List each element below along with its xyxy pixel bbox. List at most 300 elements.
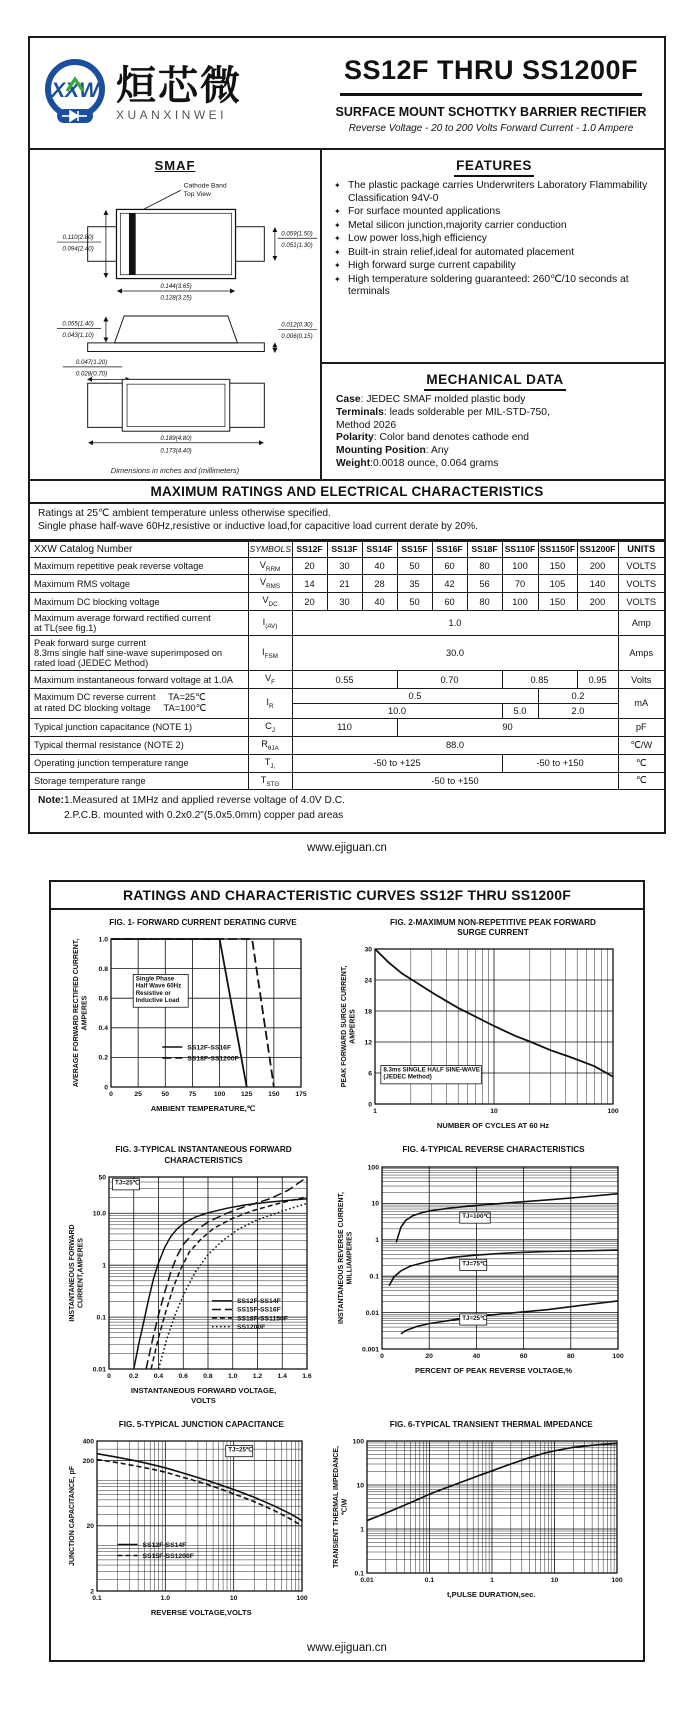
- features-section: [322, 150, 664, 364]
- svg-text:10: 10: [356, 1482, 365, 1490]
- svg-text:0: 0: [106, 1372, 111, 1380]
- svg-text:1.0: 1.0: [227, 1372, 237, 1380]
- svg-text:175: 175: [295, 1091, 307, 1099]
- features-list: [334, 180, 654, 299]
- svg-text:1.4: 1.4: [277, 1372, 287, 1380]
- table-cell: Maximum average forward rectified current at TL(see fig.1): [30, 611, 248, 636]
- table-cell: SS1200F: [577, 541, 618, 557]
- chart-annotation: TJ=25℃: [114, 1179, 140, 1187]
- table-cell: 10.0: [292, 703, 502, 718]
- ratings-title-bar: MAXIMUM RATINGS AND ELECTRICAL CHARACTERISTICS: [30, 479, 664, 504]
- table-cell: $V_F$: [248, 671, 292, 689]
- package-drawing-panel: [30, 150, 322, 479]
- table-cell: 0.5: [292, 688, 538, 703]
- svg-text:0.1: 0.1: [92, 1594, 102, 1602]
- x-axis-label: INSTANTANEOUS FORWARD VOLTAGE, VOLTS: [130, 1385, 277, 1405]
- table-cell: SS15F: [397, 541, 432, 557]
- dim-height-mm: 0.043(1.10): [62, 332, 94, 340]
- table-cell: 30: [327, 593, 362, 611]
- svg-text:0.1: 0.1: [96, 1314, 106, 1322]
- svg-text:1.0: 1.0: [98, 936, 108, 944]
- feature-bullet-icon: ✦: [334, 234, 341, 244]
- series-SS18F-SS1150F: [151, 1196, 307, 1368]
- table-row: [30, 557, 664, 575]
- page2-footer-url: www.ejiguan.cn: [307, 1641, 387, 1654]
- fig3-instantaneous-forward-characteristics: [67, 1145, 317, 1405]
- table-cell: 21: [327, 575, 362, 593]
- chart-annotation: 8.3ms SINGLE HALF SINE-WAVE: [383, 1066, 480, 1074]
- svg-text:10: 10: [490, 1108, 498, 1116]
- svg-text:10: 10: [370, 1200, 379, 1208]
- svg-text:18: 18: [364, 1008, 372, 1016]
- dim-lead-width-in: 0.059(1.50): [281, 230, 313, 238]
- feature-text: High temperature soldering guaranteed: 260℃/10 seconds at terminals: [348, 273, 629, 298]
- x-axis-label: REVERSE VOLTAGE,VOLTS: [150, 1607, 252, 1617]
- x-axis-label: PERCENT OF PEAK REVERSE VOLTAGE,%: [414, 1365, 573, 1375]
- table-cell: VOLTS: [618, 593, 664, 611]
- svg-text:1: 1: [101, 1262, 106, 1270]
- feature-bullet-icon: ✦: [334, 220, 341, 230]
- svg-text:0.01: 0.01: [360, 1576, 374, 1584]
- figure-title: FIG. 3-TYPICAL INSTANTANEOUS FORWARD CHARACTERISTICS: [115, 1145, 292, 1165]
- legend-label: SS15F-SS1200F: [142, 1552, 194, 1560]
- table-cell: VOLTS: [618, 557, 664, 575]
- table-row: [30, 671, 664, 689]
- legend-label: SS18F-SS1150F: [236, 1315, 288, 1323]
- table-cell: ℃: [618, 772, 664, 790]
- table-cell: SS13F: [327, 541, 362, 557]
- legend-label: SS18F-SS1200F: [187, 1055, 239, 1063]
- feature-text: The plastic package carries Underwriters Laboratory Flammability Classification 94V-0: [348, 180, 648, 204]
- figure-title: FIG. 5-TYPICAL JUNCTION CAPACITANCE: [118, 1419, 284, 1429]
- table-cell: ℃: [618, 754, 664, 772]
- table-row: [30, 611, 664, 636]
- svg-text:20: 20: [424, 1352, 433, 1360]
- table-cell: UNITS: [618, 541, 664, 557]
- svg-text:100: 100: [296, 1594, 308, 1602]
- table-cell: $C_J$: [248, 718, 292, 736]
- table-cell: 150: [538, 557, 577, 575]
- svg-text:100: 100: [367, 1163, 379, 1171]
- feature-bullet-icon: ✦: [334, 247, 341, 257]
- xxw-logo-icon: [40, 57, 110, 131]
- chart-canvas: [71, 931, 311, 1102]
- figure-title: FIG. 6-TYPICAL TRANSIENT THERMAL IMPEDANCE: [389, 1419, 593, 1429]
- table-cell: 1.0: [292, 611, 618, 636]
- dim-overall-length-in: 0.189(4.80): [160, 434, 192, 442]
- table-cell: VOLTS: [618, 575, 664, 593]
- svg-text:1: 1: [373, 1108, 377, 1116]
- feature-text: For surface mounted applications: [348, 206, 501, 218]
- chart-canvas: [339, 941, 623, 1119]
- tagline: Reverse Voltage - 20 to 200 Volts Forward Current - 1.0 Ampere: [348, 122, 634, 134]
- y-axis-label: ℃/W: [341, 1498, 349, 1515]
- figure-title: FIG. 2-MAXIMUM NON-REPETITIVE PEAK FORWARD SURGE CURRENT: [390, 917, 596, 938]
- svg-text:1: 1: [490, 1576, 495, 1584]
- note-line: 2.P.C.B. mounted with 0.2x0.2"(5.0x5.0mm) copper pad areas: [64, 810, 344, 822]
- table-cell: Maximum instantaneous forward voltage at 1.0A: [30, 671, 248, 689]
- y-axis-label: AVERAGE FORWARD RECTIFIED CURRENT,: [73, 939, 80, 1088]
- table-row: [30, 575, 664, 593]
- y-axis-label: AMPERES: [349, 1009, 357, 1045]
- company-name-roman: XUANXINWEI: [116, 108, 228, 122]
- svg-text:0.8: 0.8: [202, 1372, 213, 1380]
- table-cell: Maximum DC blocking voltage: [30, 593, 248, 611]
- svg-text:12: 12: [364, 1039, 372, 1047]
- fig6-transient-thermal-impedance: [331, 1420, 627, 1600]
- y-axis-label: TRANSIENT THERMAL IMPEDANCE,: [333, 1445, 341, 1568]
- dim-body-length-mm: 0.128(3.25): [160, 294, 192, 302]
- table-cell: 40: [362, 593, 397, 611]
- series-SS12F-SS14F: [97, 1453, 302, 1520]
- table-cell: Typical junction capacitance (NOTE 1): [30, 718, 248, 736]
- dim-overall-length-mm: 0.173(4.40): [160, 447, 192, 455]
- legend-label: SS15F-SS16F: [236, 1306, 281, 1314]
- table-cell: Peak forward surge current 8.3ms single half sine-wave superimposed on rated load (JEDEC Method): [30, 636, 248, 671]
- package-name: SMAF: [154, 158, 196, 173]
- fig1-forward-current-derating-curve: [71, 918, 311, 1114]
- page1-footer-url: www.ejiguan.cn: [307, 841, 387, 854]
- logo-xxw-text: XXW: [51, 79, 99, 102]
- table-cell: 40: [362, 557, 397, 575]
- chart-annotation: Resistive or: [135, 990, 171, 998]
- series-SS15F-SS1200F: [97, 1459, 302, 1525]
- series-SS12F-SS14F: [133, 1199, 306, 1369]
- feature-item: [334, 220, 654, 233]
- logo: [40, 57, 332, 131]
- svg-text:75: 75: [188, 1091, 197, 1099]
- table-row: [30, 636, 664, 671]
- table-cell: -50 to +150: [502, 754, 618, 772]
- table-header-row: [30, 541, 664, 557]
- svg-text:24: 24: [364, 977, 372, 985]
- table-cell: pF: [618, 718, 664, 736]
- table-cell: 20: [292, 593, 327, 611]
- table-cell: Amp: [618, 611, 664, 636]
- table-cell: 35: [397, 575, 432, 593]
- dim-height-in: 0.055(1.40): [62, 320, 94, 328]
- part-title: SS12F THRU SS1200F: [340, 55, 642, 96]
- table-cell: 100: [502, 593, 538, 611]
- svg-text:50: 50: [161, 1091, 170, 1099]
- y-axis-label: MILLIAMPERES: [346, 1231, 353, 1284]
- series-SS15F-SS16F: [146, 1177, 307, 1369]
- mechanical-line: Mounting Position: Any: [336, 445, 449, 457]
- mechanical-data-section: [322, 364, 664, 479]
- svg-text:0: 0: [109, 1091, 113, 1099]
- table-cell: Maximum RMS voltage: [30, 575, 248, 593]
- table-cell: 150: [538, 593, 577, 611]
- table-cell: SS110F: [502, 541, 538, 557]
- fig5-typical-junction-capacitance: [67, 1420, 312, 1618]
- mechanical-lines: [336, 394, 654, 471]
- svg-text:0.1: 0.1: [354, 1570, 365, 1578]
- table-cell: XXW Catalog Number: [30, 541, 248, 557]
- feature-text: Low power loss,high efficiency: [348, 233, 487, 245]
- x-axis-label: AMBIENT TEMPERATURE,℃: [150, 1104, 256, 1114]
- table-cell: 60: [432, 593, 467, 611]
- table-cell: 0.2: [538, 688, 618, 703]
- table-cell: Typical thermal resistance (NOTE 2): [30, 736, 248, 754]
- table-cell: -50 to +150: [292, 772, 618, 790]
- chart-canvas: [67, 1169, 317, 1384]
- svg-text:1: 1: [374, 1236, 379, 1244]
- chart-annotation: (JEDEC Method): [383, 1074, 432, 1082]
- mechanical-line: Terminals: leads solderable per MIL-STD-750,: [336, 406, 550, 418]
- feature-item: [334, 180, 654, 205]
- table-cell: 88.0: [292, 736, 618, 754]
- legend-label: SS12F-SS14F: [142, 1541, 187, 1549]
- dim-standoff-mm: 0.006(0.15): [281, 333, 313, 341]
- table-cell: $R_{\theta JA}$: [248, 736, 292, 754]
- svg-text:0.4: 0.4: [98, 1025, 108, 1033]
- table-cell: SYMBOLS: [248, 541, 292, 557]
- feature-item: [334, 274, 654, 299]
- table-cell: 0.55: [292, 671, 397, 689]
- fig4-typical-reverse-characteristics: [336, 1145, 628, 1375]
- table-cell: 200: [577, 557, 618, 575]
- svg-text:6: 6: [368, 1070, 372, 1078]
- y-axis-label: INSTANTANEOUS FORWARD: [68, 1224, 76, 1322]
- table-cell: 0.70: [397, 671, 502, 689]
- svg-text:100: 100: [213, 1091, 226, 1099]
- svg-text:40: 40: [472, 1352, 480, 1360]
- svg-text:100: 100: [607, 1108, 619, 1116]
- table-row: [30, 718, 664, 736]
- mechanical-line: Polarity: Color band denotes cathode end: [336, 432, 529, 444]
- svg-text:0.8: 0.8: [98, 966, 108, 974]
- table-row: [30, 754, 664, 772]
- table-cell: Maximum DC reverse current TA=25℃ at rated DC blocking voltage TA=100℃: [30, 688, 248, 718]
- header: [30, 38, 664, 150]
- legend-label: SS1200F: [236, 1323, 265, 1331]
- svg-text:1.6: 1.6: [301, 1372, 312, 1380]
- series-TJ=75C: [389, 1250, 618, 1286]
- svg-text:150: 150: [268, 1091, 280, 1099]
- feature-item: [334, 247, 654, 260]
- svg-text:100: 100: [352, 1438, 365, 1446]
- table-cell: 20: [292, 557, 327, 575]
- condition-line: Single phase half-wave 60Hz,resistive or inductive load,for capacitive load current derate by 20%.: [38, 521, 478, 533]
- svg-text:2: 2: [89, 1588, 94, 1596]
- table-cell: 56: [467, 575, 502, 593]
- table-cell: mA: [618, 688, 664, 718]
- svg-text:10: 10: [550, 1576, 559, 1584]
- table-cell: Operating junction temperature range: [30, 754, 248, 772]
- svg-text:0: 0: [379, 1352, 384, 1360]
- table-cell: 140: [577, 575, 618, 593]
- svg-text:0.4: 0.4: [153, 1372, 163, 1380]
- dim-body-width-in: 0.110(2.80): [62, 234, 94, 242]
- svg-text:200: 200: [82, 1457, 94, 1465]
- table-cell: ℃/W: [618, 736, 664, 754]
- page2: [49, 880, 645, 1662]
- dim-body-length-in: 0.144(3.65): [160, 283, 192, 291]
- fig2-max-peak-forward-surge-current: [339, 918, 623, 1131]
- dimensions-caption: Dimensions in inches and (millimeters): [110, 466, 240, 475]
- series-SS12F-SS16F: [111, 939, 247, 1087]
- svg-text:10: 10: [229, 1594, 238, 1602]
- svg-text:1.0: 1.0: [160, 1594, 170, 1602]
- dim-standoff-in: 0.012(0.30): [281, 321, 313, 329]
- chart-annotation: TJ=75℃: [461, 1259, 487, 1267]
- x-axis-label: t,PULSE DURATION,sec.: [447, 1589, 536, 1599]
- table-cell: 80: [467, 593, 502, 611]
- svg-text:1: 1: [360, 1526, 365, 1534]
- y-axis-label: JUNCTION CAPACITANCE, pF: [68, 1465, 76, 1566]
- features-title: FEATURES: [454, 158, 534, 177]
- svg-text:0: 0: [368, 1101, 372, 1109]
- company-name-cn: 烜芯微: [116, 64, 242, 108]
- feature-bullet-icon: ✦: [334, 207, 341, 217]
- svg-text:80: 80: [566, 1352, 575, 1360]
- feature-text: High forward surge current capability: [348, 260, 516, 272]
- y-axis-label: AMPERES: [81, 995, 89, 1031]
- table-cell: 200: [577, 593, 618, 611]
- table-cell: $V_{DC}$: [248, 593, 292, 611]
- legend-label: SS12F-SS16F: [187, 1044, 232, 1052]
- mechanical-line: Weight:0.0018 ounce, 0.064 grams: [336, 458, 499, 470]
- mechanical-line: Method 2026: [336, 419, 397, 431]
- svg-text:30: 30: [364, 946, 372, 954]
- feature-item: [334, 206, 654, 219]
- svg-text:0.6: 0.6: [178, 1372, 188, 1380]
- table-cell: $I_R$: [248, 688, 292, 718]
- y-axis-label: INSTANTANEOUS REVERSE CURRENT,: [337, 1191, 345, 1324]
- table-cell: 105: [538, 575, 577, 593]
- svg-text:10.0: 10.0: [92, 1210, 106, 1218]
- table-cell: 42: [432, 575, 467, 593]
- table-cell: 5.0: [502, 703, 538, 718]
- table-cell: SS14F: [362, 541, 397, 557]
- table-cell: 100: [502, 557, 538, 575]
- feature-item: [334, 260, 654, 273]
- feature-text: Built-in strain relief,ideal for automated placement: [348, 246, 575, 258]
- y-axis-label: PEAK FORWARD SURGE CURRENT,: [341, 966, 348, 1088]
- figure-title: FIG. 4-TYPICAL REVERSE CHARACTERISTICS: [402, 1145, 585, 1155]
- chart-canvas: [67, 1433, 312, 1606]
- chart-annotation: TJ=100℃: [461, 1212, 490, 1220]
- table-cell: $T_{J,}$: [248, 754, 292, 772]
- svg-text:100: 100: [611, 1576, 623, 1584]
- series-TJ=25C: [400, 1300, 617, 1333]
- svg-text:0.2: 0.2: [128, 1372, 138, 1380]
- table-cell: 50: [397, 593, 432, 611]
- figures-grid: [51, 910, 643, 1618]
- y-axis-label: CURRENT,AMPERES: [77, 1237, 84, 1308]
- svg-text:100: 100: [611, 1352, 624, 1360]
- table-row: [30, 736, 664, 754]
- svg-text:0.001: 0.001: [361, 1345, 379, 1353]
- svg-text:0.2: 0.2: [98, 1054, 108, 1062]
- chart-canvas: [336, 1159, 628, 1364]
- dim-pad-mm: 0.028(0.70): [75, 370, 108, 378]
- svg-text:25: 25: [134, 1091, 142, 1099]
- svg-text:0.01: 0.01: [92, 1366, 106, 1374]
- table-cell: SS18F: [467, 541, 502, 557]
- svg-text:20: 20: [86, 1522, 94, 1530]
- table-cell: 28: [362, 575, 397, 593]
- feature-item: [334, 233, 654, 246]
- table-cell: Maximum repetitive peak reverse voltage: [30, 557, 248, 575]
- table-cell: 0.85: [502, 671, 577, 689]
- chart-annotation: TJ=25℃: [227, 1446, 253, 1454]
- table-cell: SS12F: [292, 541, 327, 557]
- svg-text:0.01: 0.01: [365, 1309, 379, 1317]
- table-cell: SS1150F: [538, 541, 577, 557]
- mechanical-line: Case: JEDEC SMAF molded plastic body: [336, 393, 526, 405]
- svg-text:400: 400: [82, 1438, 94, 1446]
- chart-annotation: Inductive Load: [135, 997, 180, 1005]
- table-cell: 50: [397, 557, 432, 575]
- svg-text:0.1: 0.1: [425, 1576, 435, 1584]
- table-cell: -50 to +125: [292, 754, 502, 772]
- mechanical-title: MECHANICAL DATA: [424, 372, 565, 391]
- chart-canvas: [331, 1433, 627, 1588]
- condition-line: Ratings at 25℃ ambient temperature unless otherwise specified.: [38, 508, 331, 519]
- table-cell: Volts: [618, 671, 664, 689]
- feature-text: Metal silicon junction,majority carrier conduction: [348, 219, 567, 231]
- dim-lead-width-mm: 0.051(1.30): [281, 241, 313, 249]
- figure-title: FIG. 1- FORWARD CURRENT DERATING CURVE: [109, 917, 297, 927]
- table-cell: $I_{FSM}$: [248, 636, 292, 671]
- svg-text:60: 60: [519, 1352, 527, 1360]
- table-cell: 2.0: [538, 703, 618, 718]
- table-cell: $I_{(AV)}$: [248, 611, 292, 636]
- chart-annotation: Single Phase: [135, 975, 175, 983]
- table-cell: 110: [292, 718, 397, 736]
- note-line: Note:1.Measured at 1MHz and applied reverse voltage of 4.0V D.C.: [38, 795, 345, 807]
- feature-bullet-icon: ✦: [334, 181, 341, 190]
- svg-text:50: 50: [97, 1174, 106, 1182]
- feature-bullet-icon: ✦: [334, 261, 341, 271]
- cathode-band-label: Cathode Band: [183, 182, 227, 190]
- svg-text:1.2: 1.2: [252, 1372, 262, 1380]
- table-row: [30, 772, 664, 790]
- table-cell: Amps: [618, 636, 664, 671]
- dim-pad-in: 0.047(1.20): [75, 359, 108, 366]
- table-cell: $T_{STG}$: [248, 772, 292, 790]
- table-cell: Storage temperature range: [30, 772, 248, 790]
- chart-annotation: Half Wave 60Hz: [135, 982, 182, 990]
- notes: [30, 790, 664, 832]
- table-cell: $V_{RMS}$: [248, 575, 292, 593]
- feature-bullet-icon: ✦: [334, 274, 341, 284]
- curves-title-bar: RATINGS AND CHARACTERISTIC CURVES SS12F THRU SS1200F: [51, 882, 643, 910]
- table-cell: 14: [292, 575, 327, 593]
- svg-text:125: 125: [241, 1091, 253, 1099]
- top-view-label: Top View: [183, 191, 211, 198]
- table-row: [30, 593, 664, 611]
- table-cell: 30: [327, 557, 362, 575]
- package-outline-drawing: [32, 175, 320, 457]
- svg-text:0: 0: [104, 1084, 108, 1092]
- table-row: [30, 688, 664, 703]
- table-cell: 0.95: [577, 671, 618, 689]
- table-cell: 70: [502, 575, 538, 593]
- table-cell: 60: [432, 557, 467, 575]
- subtitle: SURFACE MOUNT SCHOTTKY BARRIER RECTIFIER: [335, 104, 647, 119]
- dim-body-width-mm: 0.094(2.40): [62, 245, 94, 253]
- table-cell: 80: [467, 557, 502, 575]
- ratings-conditions: [30, 504, 664, 541]
- table-cell: 90: [397, 718, 618, 736]
- page1: [28, 36, 666, 834]
- chart-annotation: TJ=25℃: [461, 1314, 487, 1322]
- ratings-table: [30, 541, 664, 791]
- table-cell: SS16F: [432, 541, 467, 557]
- table-cell: 30.0: [292, 636, 618, 671]
